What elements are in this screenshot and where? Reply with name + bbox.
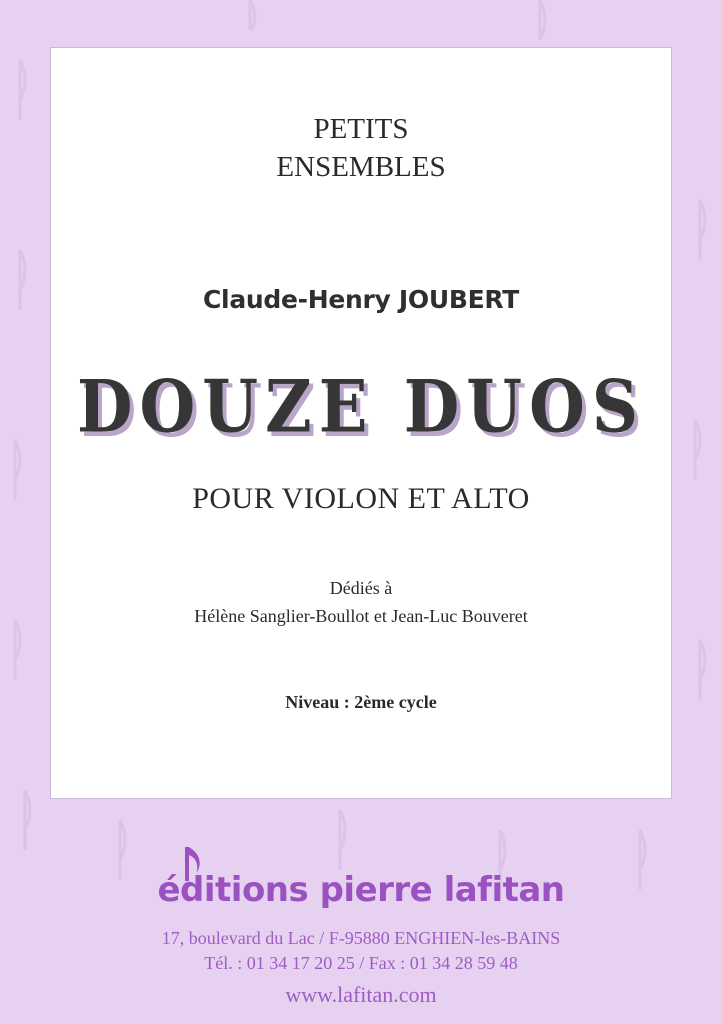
dedication-heading: Dédiés à [329,578,393,598]
series-line-1: PETITS [313,113,409,145]
publisher-name: éditions pierre lafitan [157,870,565,910]
series-line-2: ENSEMBLES [276,151,446,183]
publisher-website-link[interactable]: www.lafitan.com [285,982,437,1007]
publisher-address: 17, boulevard du Lac / F-95880 ENGHIEN-les-BAINS [161,928,561,948]
work-title: DOUZE DUOS [76,365,646,450]
dedication-names: Hélène Sanglier-Boullot et Jean-Luc Bouveret [194,606,528,626]
composer-name: Claude-Henry JOUBERT [203,285,519,314]
instrumentation-subtitle: POUR VIOLON ET ALTO [192,482,530,515]
publisher-phone-fax: Tél. : 01 34 17 20 25 / Fax : 01 34 28 59 48 [204,953,518,973]
cover-panel [50,47,672,799]
series-title [51,110,671,186]
difficulty-level: Niveau : 2ème cycle [285,692,437,712]
